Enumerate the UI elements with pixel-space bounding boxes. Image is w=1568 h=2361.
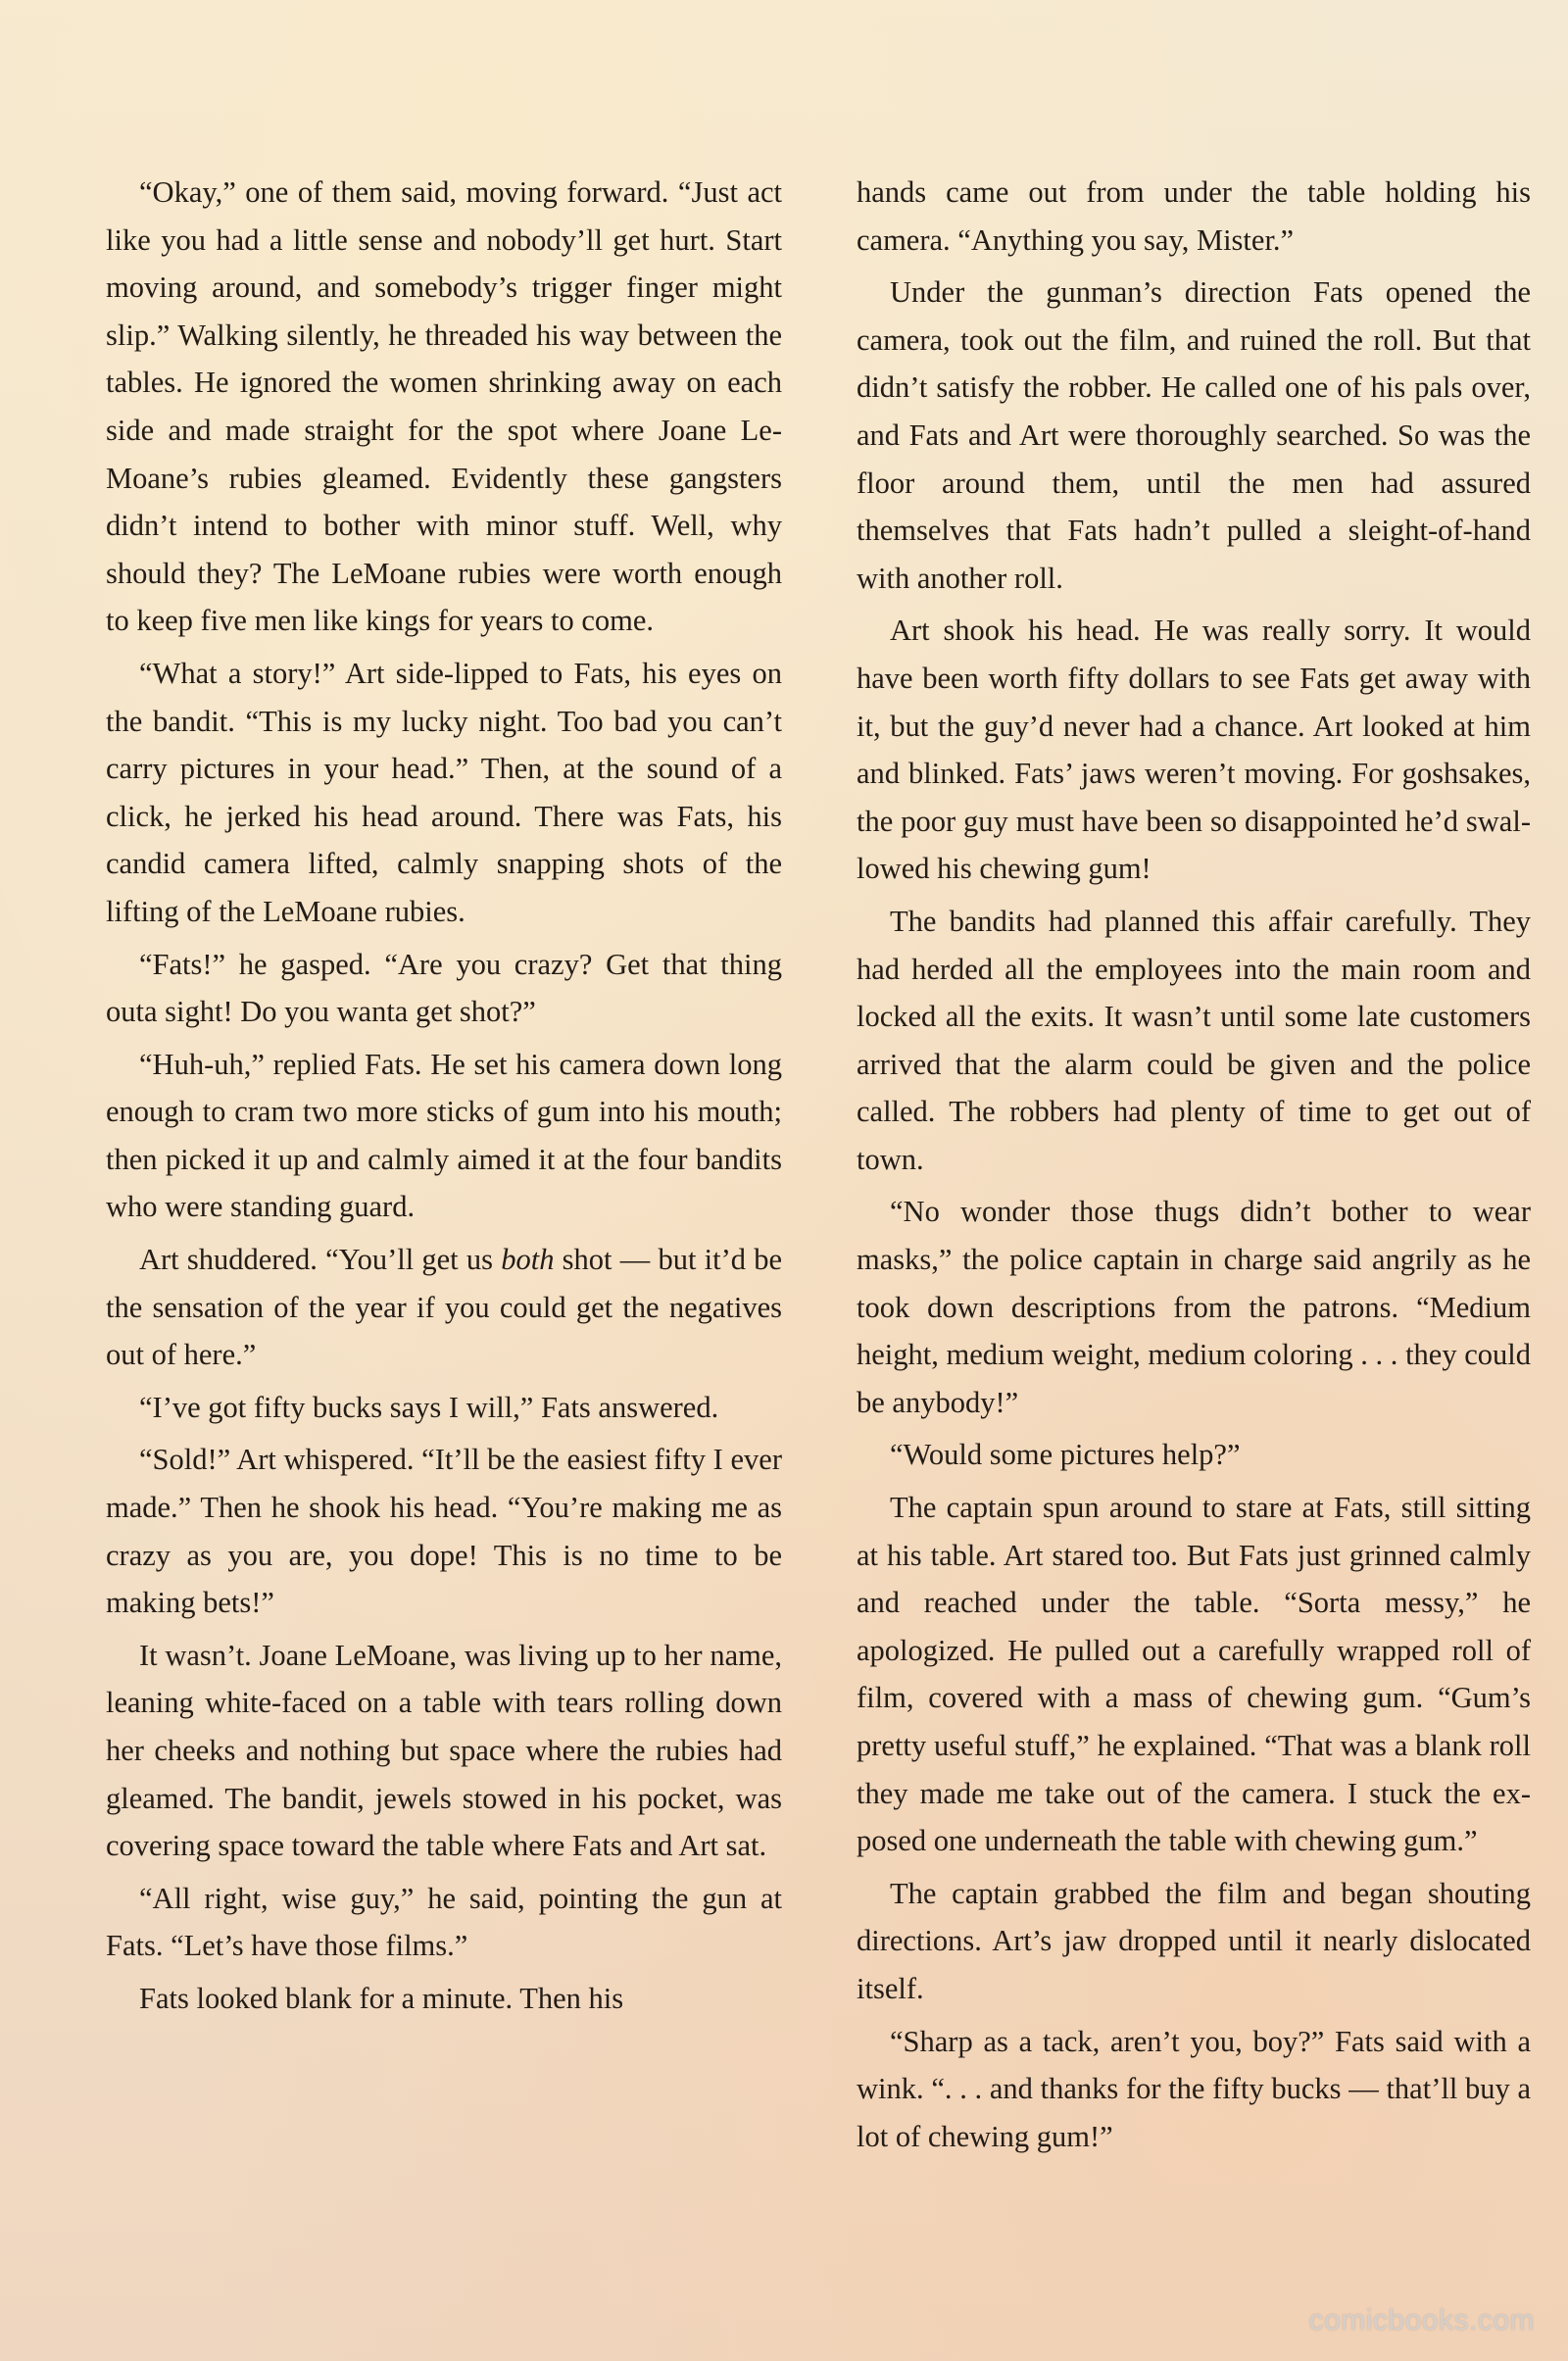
emphasis-text: both	[501, 1243, 555, 1277]
paragraph: “Okay,” one of them said, moving forward. “Just act like you had a little sense and nobody’ll get hurt. Start moving around, and somebody’s trigger finger might slip.” Walking silently, he threaded his way between the tables. He ignored the women shrinking away on each side and made straight for the spot where Joane LeMoane’s rubies gleamed. Evidently these gangsters didn’t intend to bother with minor stuff. Well, why should they? The LeMoane rubies were worth enough to keep five men like kings for years to come.	[106, 175, 782, 638]
watermark: comicbooks.com	[1308, 2304, 1535, 2336]
paragraph: “I’ve got fifty bucks says I will,” Fats answered.	[139, 1390, 719, 1424]
right-text-column	[857, 169, 1531, 2165]
paragraph: Under the gunman’s direction Fats opened the camera, took out the film, and ruined the roll. But that didn’t satisfy the robber. He called one of his pals over, and Fats and Art were thoroughly searched. So was the floor around them, until the men had assured themselves that Fats hadn’t pulled a sleight-of-hand with another roll.	[857, 275, 1531, 595]
left-text-column	[106, 169, 782, 2028]
paragraph: The bandits had planned this affair carefully. They had herded all the employees into the main room and locked all the exits. It wasn’t until some late customers arrived that the alarm could be given and the police called. The robbers had plenty of time to get out of town.	[857, 904, 1531, 1176]
paragraph: Art shook his head. He was really sorry. It would have been worth fifty dollars to see Fats get away with it, but the guy’d never had a chance. Art looked at him and blinked. Fats’ jaws weren’t moving. For goshsakes, the poor guy must have been so disappointed he’d swallowed his chewing gum!	[857, 614, 1531, 886]
paragraph: It wasn’t. Joane LeMoane, was living up to her name, leaning white-faced on a table with tears rolling down her cheeks and nothing but space where the rubies had gleamed. The bandit, jewels stowed in his pocket, was covering space toward the table where Fats and Art sat.	[106, 1638, 782, 1863]
paragraph	[106, 1236, 782, 1379]
paragraph: “Would some pictures help?”	[890, 1438, 1241, 1472]
paragraph-text: Art shuddered. “You’ll get us	[139, 1243, 502, 1277]
paragraph: “Fats!” he gasped. “Are you crazy? Get that thing outa sight! Do you wanta get shot?”	[106, 947, 782, 1029]
paragraph: Fats looked blank for a minute. Then his	[139, 1981, 624, 2015]
paragraph: The captain grabbed the film and began shouting directions. Art’s jaw dropped until it nearly dislocated itself.	[857, 1876, 1531, 2005]
paragraph: “All right, wise guy,” he said, pointing the gun at Fats. “Let’s have those films.”	[106, 1881, 782, 1963]
paragraph: “Sold!” Art whispered. “It’ll be the easiest fifty I ever made.” Then he shook his head. “You’re making me as crazy as you are, you dope! This is no time to be making bets!”	[106, 1443, 782, 1620]
paragraph-text: shot — but it’d be the sensation of the year if you could get the negatives out of here.”	[106, 1243, 782, 1372]
paragraph: The captain spun around to stare at Fats, still sitting at his table. Art stared too. But Fats just grinned calmly and reached under the table. “Sorta messy,” he apologized. He pulled out a carefully wrapped roll of film, covered with a mass of chewing gum. “Gum’s pretty useful stuff,” he explained. “That was a blank roll they made me take out of the camera. I stuck the exposed one underneath the table with chewing gum.”	[857, 1491, 1531, 1858]
paragraph: “No wonder those thugs didn’t bother to wear masks,” the police captain in charge said angrily as he took down descriptions from the patrons. “Medium height, medium weight, medium coloring . . . they could be anybody!”	[857, 1195, 1531, 1419]
paragraph: “Sharp as a tack, aren’t you, boy?” Fats said with a wink. “. . . and thanks for the fifty bucks — that’ll buy a lot of chewing gum!”	[857, 2024, 1531, 2153]
paragraph-continued: hands came out from under the table holding his camera. “Anything you say, Mister.”	[857, 175, 1531, 257]
paragraph: “Huh-uh,” replied Fats. He set his camera down long enough to cram two more sticks of gum into his mouth; then picked it up and calmly aimed it at the four bandits who were standing guard.	[106, 1047, 782, 1224]
paragraph: “What a story!” Art side-lipped to Fats, his eyes on the bandit. “This is my lucky night. Too bad you can’t carry pictures in your head.” Then, at the sound of a click, he jerked his head around. There was Fats, his candid camera lifted, calmly snapping shots of the lifting of the LeMoane rubies.	[106, 656, 782, 928]
